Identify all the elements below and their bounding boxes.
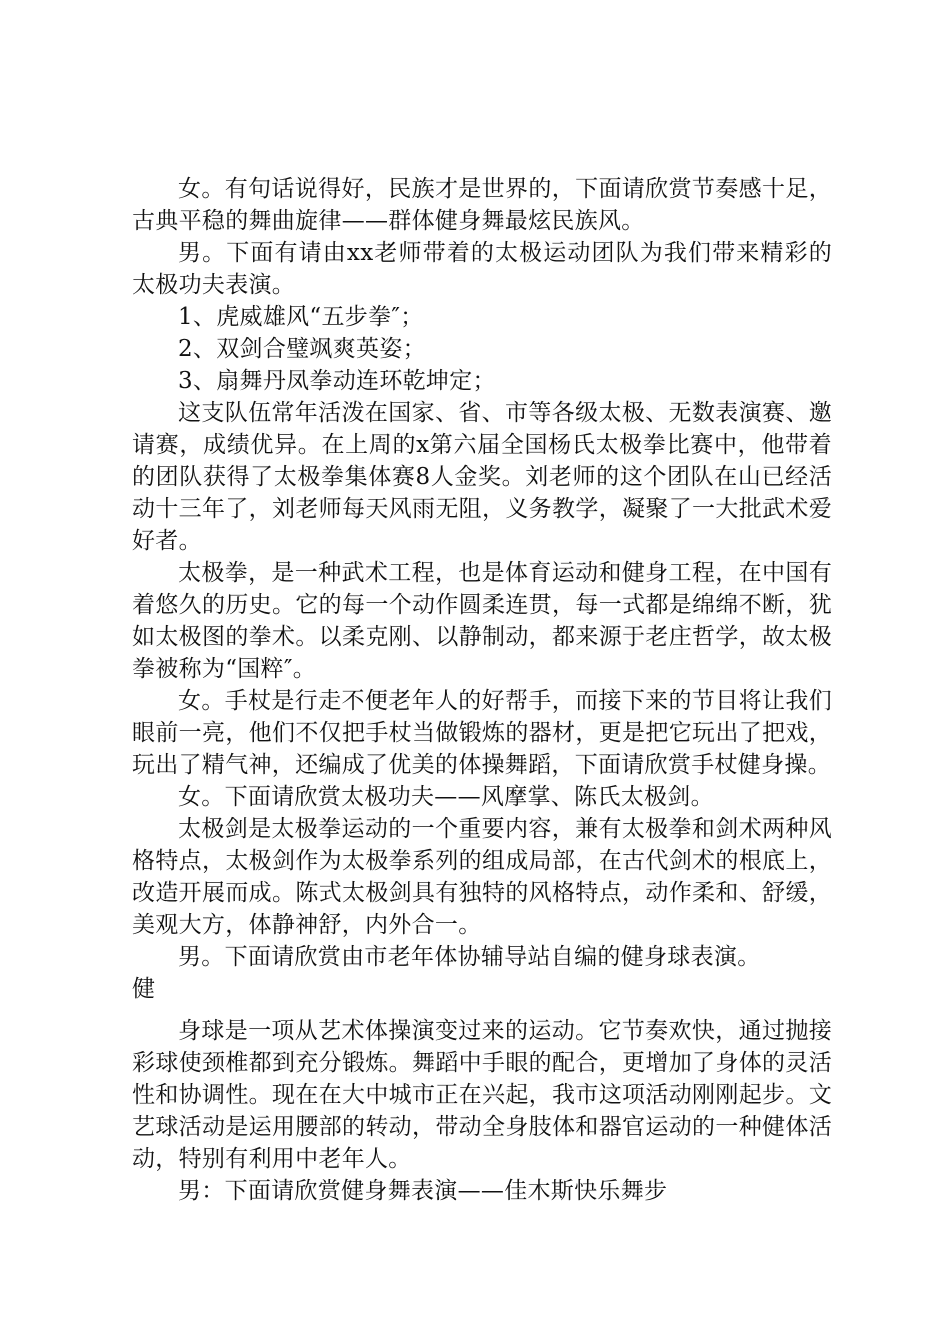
paragraph-team-achievements: 这支队伍常年活泼在国家、省、市等各级太极、无数表演赛、邀请赛，成绩优异。在上周的x第六届全国杨氏太极拳比赛中，他带着的团队获得了太极拳集体赛8人金奖。刘老师的这个团队在山已经活动十三年了，刘老师每天风雨无阻，义务教学，凝聚了一大批武术爱好者。 — [132, 400, 832, 554]
paragraph-fitness-ball-description: 身球是一项从艺术体操演变过来的运动。它节奏欢快，通过抛接彩球使颈椎都到充分锻炼。舞蹈中手眼的配合，更增加了身体的灵活性和协调性。现在在大中城市正在兴起，我市这项活动刚刚起步。文艺球活动是运用腰部的转动，带动全身肢体和器官运动的一种健体活动，特别有利用中老年人。 — [132, 1018, 832, 1172]
paragraph-intro-ethnic-dance: 女。有句话说得好，民族才是世界的，下面请欣赏节奏感十足，古典平稳的舞曲旋律——群体健身舞最炫民族风。 — [132, 176, 832, 234]
program-item-2: 2、双剑合璧飒爽英姿； — [178, 336, 426, 362]
paragraph-cane-exercise: 女。手杖是行走不便老年人的好帮手，而接下来的节目将让我们眼前一亮，他们不仅把手杖当做锻炼的器材，更是把它玩出了把戏，玩出了精气神，还编成了优美的体操舞蹈，下面请欣赏手杖健身操。 — [132, 688, 832, 778]
program-item-3: 3、扇舞丹凤拳动连环乾坤定； — [178, 368, 496, 394]
paragraph-taiji-team-intro: 男。下面有请由xx老师带着的太极运动团队为我们带来精彩的太极功夫表演。 — [132, 240, 832, 298]
document-body — [132, 173, 832, 1207]
paragraph-jiamusi-dance: 男：下面请欣赏健身舞表演——佳木斯快乐舞步 — [178, 1178, 668, 1204]
paragraph-fitness-ball-intro: 男。下面请欣赏由市老年体协辅导站自编的健身球表演。 — [178, 944, 761, 970]
paragraph-taiji-description: 太极拳，是一种武术工程，也是体育运动和健身工程，在中国有着悠久的历史。它的每一个动作圆柔连贯，每一式都是绵绵不断，犹如太极图的拳术。以柔克刚、以静制动，都来源于老庄哲学，故太极拳被称为“国粹″。 — [132, 560, 832, 682]
paragraph-taiji-kungfu: 女。下面请欣赏太极功夫——风摩掌、陈氏太极剑。 — [178, 784, 714, 810]
paragraph-taiji-sword: 太极剑是太极拳运动的一个重要内容，兼有太极拳和剑术两种风格特点，太极剑作为太极拳系列的组成局部，在古代剑术的根底上，改造开展而成。陈式太极剑具有独特的风格特点，动作柔和、舒缓，美观大方，体静神舒，内外合一。 — [132, 816, 832, 938]
paragraph-fragment: 健 — [132, 976, 156, 1002]
program-item-1: 1、虎威雄风“五步拳″； — [178, 304, 424, 330]
